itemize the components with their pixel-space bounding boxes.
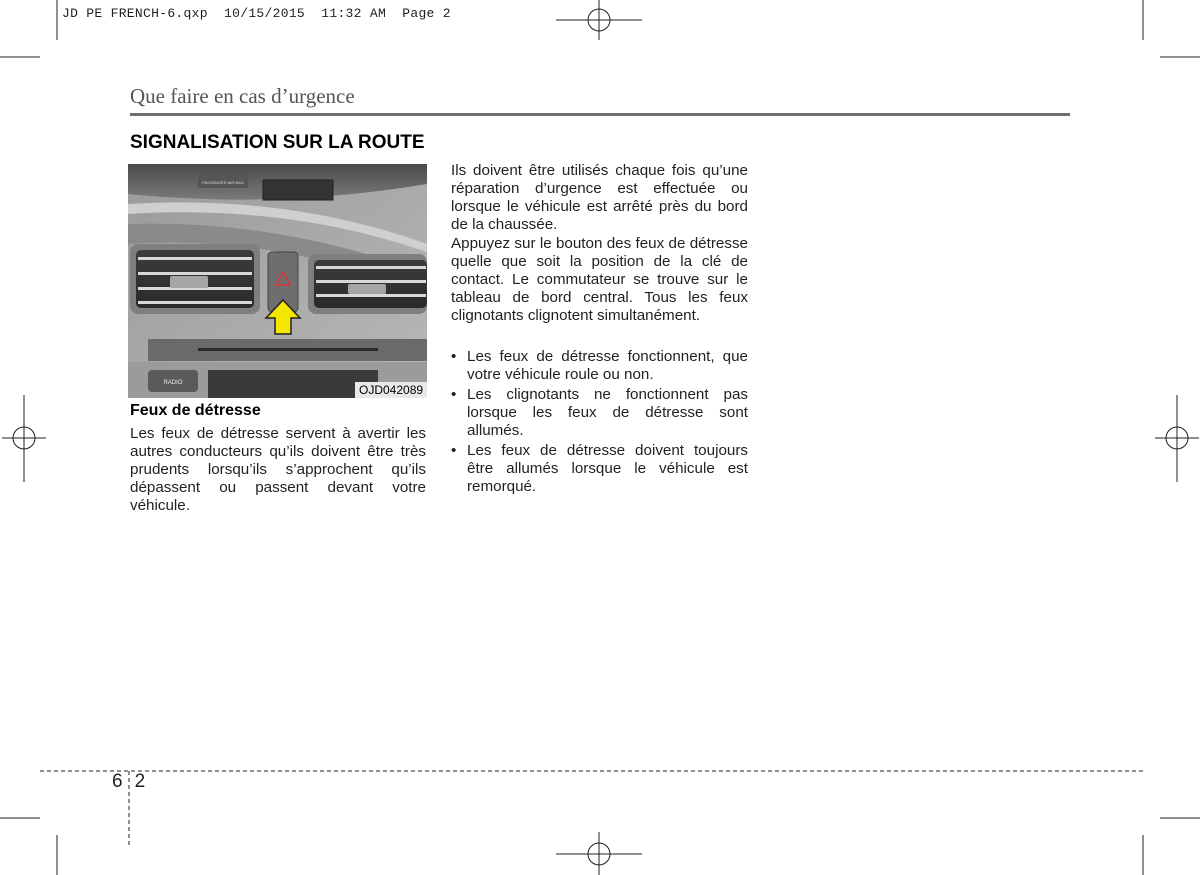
airbag-label: PASSENGER AIR BAG (202, 180, 244, 185)
radio-label: RADIO (163, 380, 183, 386)
section-title: Que faire en cas d’urgence (130, 84, 355, 108)
hazard-switch-photo (128, 164, 427, 398)
right-paragraph-2: Appuyez sur le bouton des feux de détresse quelle que soit la position de la clé de contact. Le commutateur se trouve sur le tableau de bord central. Tous les feux clignotants clignotent simultanément. (451, 235, 748, 324)
bullet-list (451, 348, 748, 498)
list-item (451, 442, 748, 496)
bullet-icon: • (451, 386, 457, 403)
header-rule (130, 113, 1070, 116)
subheading-hazard-lights: Feux de détresse (130, 402, 261, 419)
list-item (451, 386, 748, 440)
cd-slot (198, 348, 378, 351)
bullet-icon: • (451, 442, 457, 459)
figure-code: OJD042089 (355, 382, 427, 398)
page-heading: SIGNALISATION SUR LA ROUTE (130, 132, 425, 153)
print-slug: JD PE FRENCH-6.qxp 10/15/2015 11:32 AM Page 2 (62, 6, 451, 21)
dashboard-illustration (128, 164, 427, 398)
list-item-text: Les clignotants ne fonctionnent pas lorsque les feux de détresse sont allumés. (467, 386, 748, 439)
left-paragraph: Les feux de détresse servent à avertir les autres conducteurs qu’ils doivent être très prudents lorsqu’ils s’approchent qu’ils dépassent ou passent devant votre véhicule. (130, 425, 426, 514)
list-item-text: Les feux de détresse doivent toujours être allumés lorsque le véhicule est remorqué. (467, 442, 748, 495)
list-item (451, 348, 748, 384)
display-screen (263, 180, 333, 200)
page-in-chapter: 2 (134, 771, 146, 792)
bullet-icon: • (451, 348, 457, 365)
list-item-text: Les feux de détresse fonctionnent, que votre véhicule roule ou non. (467, 348, 748, 383)
right-paragraph-1: Ils doivent être utilisés chaque fois qu’une réparation d’urgence est effectuée ou lorsque le véhicule est arrêté près du bord de la chaussée. (451, 162, 748, 233)
page-number (112, 771, 145, 793)
chapter-number: 6 (112, 771, 123, 792)
